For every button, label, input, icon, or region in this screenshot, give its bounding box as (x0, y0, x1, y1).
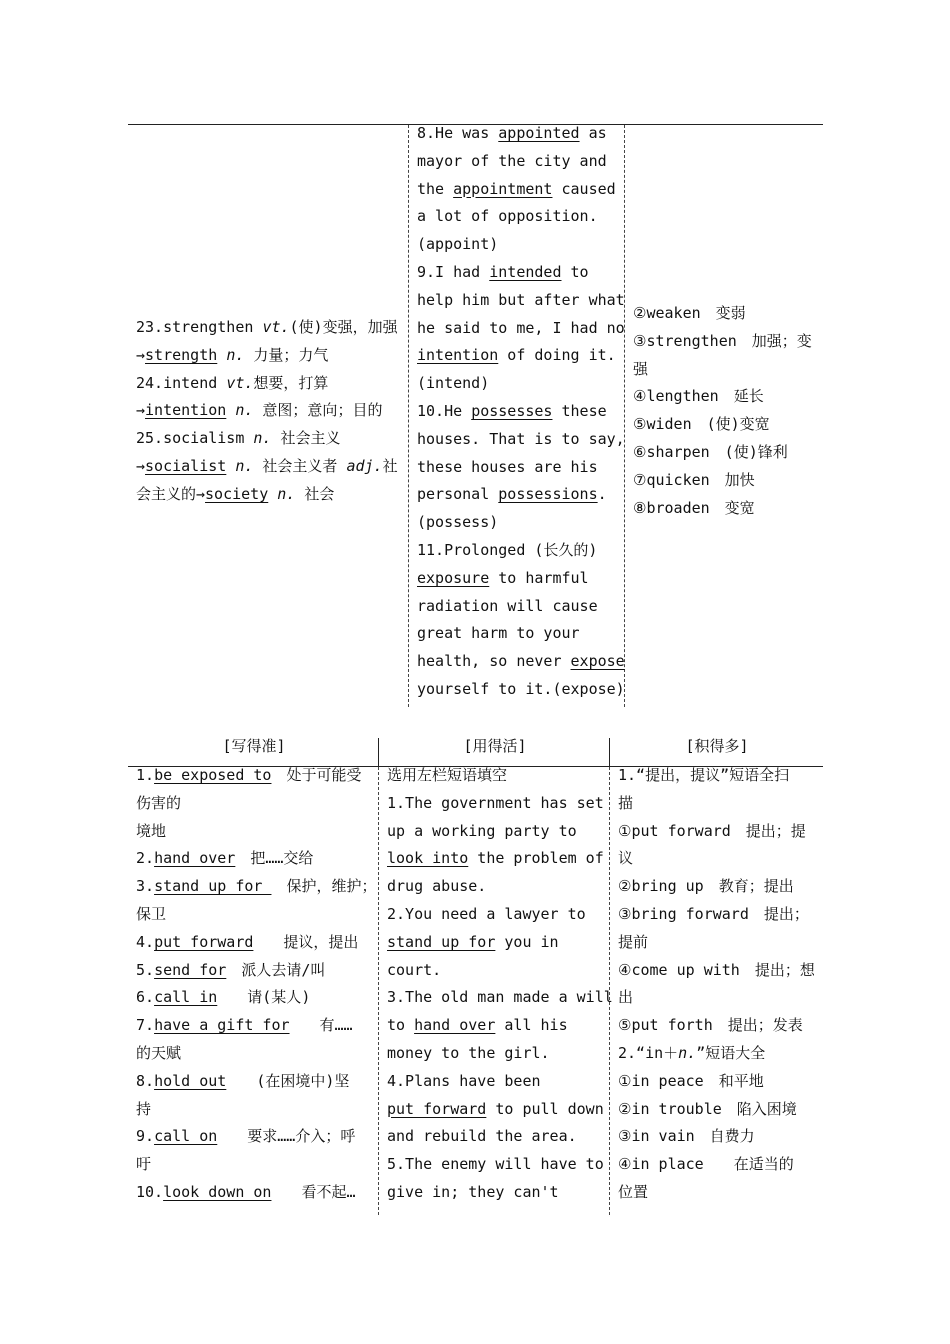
top-right-column (633, 300, 823, 522)
text-line: 强 (633, 359, 649, 378)
text-line: houses. That is to say, (417, 429, 625, 448)
text-line: stand up for you in (387, 932, 559, 951)
bottom-middle-column (387, 762, 613, 1207)
answer-blank: put forward (154, 932, 254, 951)
text-line: 23.strengthen vt.(使)变强，加强 (136, 318, 398, 336)
text-line: 描 (618, 793, 634, 812)
text-line: help him but after what (417, 290, 625, 309)
text-line: 7.have a gift for 有…… (136, 1016, 353, 1035)
text-line: ⑤widen (使)变宽 (633, 415, 770, 434)
pos-tag: n. (253, 429, 272, 448)
text-line: 1.The government has set (387, 793, 604, 812)
text-line: 5.The enemy will have to (387, 1155, 604, 1174)
answer-blank: stand up for (154, 877, 272, 896)
text-line: to hand over all his (387, 1016, 568, 1035)
top-divider-2 (624, 125, 625, 707)
bottom-divider-1 (378, 767, 379, 1215)
text-line: 24.intend vt.想要，打算 (136, 373, 329, 392)
text-line: ①put forward 提出；提 (618, 821, 806, 840)
answer-blank: possessions (498, 485, 598, 504)
answer-blank: hand over (414, 1016, 496, 1035)
text-line: 3.The old man made a will (387, 988, 613, 1007)
text-line: ⑥sharpen (使)锋利 (633, 442, 788, 461)
pos-tag: n. (235, 401, 254, 420)
pos-tag: n. (277, 484, 296, 503)
text-line: put forward to pull down (387, 1099, 604, 1118)
answer-blank: society (205, 484, 269, 503)
text-line: 2.hand over 把……交给 (136, 849, 314, 868)
text-line: a lot of opposition. (417, 207, 598, 226)
text-line: and rebuild the area. (387, 1127, 577, 1146)
answer-blank: hold out (154, 1071, 227, 1090)
text-line: 5.send for 派人去请/叫 (136, 960, 326, 979)
bottom-divider-2-solid (609, 738, 610, 766)
text-line: →intention n. 意图；意向；目的 (136, 401, 383, 420)
answer-blank: be exposed to (154, 766, 272, 784)
answer-blank: intended (489, 262, 562, 281)
answer-blank: stand up for (387, 932, 496, 951)
bottom-divider-1-solid (378, 738, 379, 766)
text-line: 6.call in 请(某人) (136, 988, 311, 1007)
header-accumulate-more: [积得多] (685, 737, 749, 755)
text-line: ②weaken 变弱 (633, 304, 746, 322)
text-line: radiation will cause (417, 596, 598, 615)
text-line: 9.I had intended to (417, 262, 589, 281)
pos-tag: adj. (346, 456, 383, 475)
text-line: 伤害的 (136, 793, 182, 812)
text-line: look into the problem of (387, 849, 604, 868)
text-line: ②bring up 教育；提出 (618, 877, 794, 896)
text-line: 议 (618, 849, 634, 868)
text-line: ①in peace 和平地 (618, 1071, 764, 1090)
answer-blank: hand over (154, 849, 236, 868)
text-line: (intend) (417, 374, 490, 393)
answer-blank: have a gift for (154, 1016, 290, 1035)
answer-blank: look down on (163, 1182, 272, 1201)
text-line: 2.“in＋n.”短语大全 (618, 1043, 766, 1062)
text-line: 2.You need a lawyer to (387, 904, 586, 923)
text-line: he said to me, I had no (417, 318, 625, 337)
text-line: 保卫 (136, 904, 167, 923)
text-line: mayor of the city and (417, 151, 607, 170)
text-line: money to the girl. (387, 1043, 550, 1062)
answer-blank: call on (154, 1127, 218, 1146)
text-line: these houses are his (417, 457, 598, 476)
text-line: ③bring forward 提出； (618, 904, 809, 923)
text-line: ④lengthen 延长 (633, 387, 764, 406)
answer-blank: strength (145, 345, 218, 364)
answer-blank: intention (417, 346, 499, 365)
text-line: exposure to harmful (417, 568, 589, 587)
text-line: ⑤put forth 提出；发表 (618, 1016, 803, 1035)
answer-blank: appointed (498, 124, 580, 142)
text-line: 的天赋 (136, 1043, 182, 1062)
bottom-right-column (618, 762, 823, 1207)
answer-blank: socialist (145, 456, 227, 475)
text-line: →socialist n. 社会主义者 adj.社 (136, 456, 398, 475)
text-line: 10.look down on 看不起… (136, 1182, 356, 1201)
text-line: 4.Plans have been (387, 1071, 541, 1090)
text-line: (appoint) (417, 235, 499, 254)
text-line: 3.stand up for 保护，维护； (136, 877, 377, 896)
text-line: intention of doing it. (417, 346, 616, 365)
text-line: yourself to it.(expose) (417, 679, 625, 698)
bottom-left-column (136, 762, 377, 1207)
answer-blank: send for (154, 960, 227, 979)
text-line: 提前 (618, 932, 649, 951)
text-line: 吁 (136, 1155, 152, 1174)
text-line: 8.He was appointed as (417, 124, 607, 142)
text-line: 8.hold out (在困境中)坚 (136, 1071, 350, 1090)
text-line: 会主义的→society n. 社会 (136, 484, 335, 503)
answer-blank: put forward (387, 1099, 487, 1118)
text-line: ④in place 在适当的 (618, 1155, 794, 1174)
answer-blank: look into (387, 849, 469, 868)
top-left-column (136, 314, 404, 509)
pos-tag: vt. (262, 318, 290, 336)
text-line: 25.socialism n. 社会主义 (136, 429, 341, 448)
text-line: 1.“提出，提议”短语全扫 (618, 766, 790, 784)
text-line: 9.call on 要求……介入；呼 (136, 1127, 356, 1146)
text-line: (possess) (417, 513, 499, 532)
text-line: 10.He possesses these (417, 401, 607, 420)
answer-blank: appointment (453, 179, 553, 198)
text-line: great harm to your (417, 624, 580, 643)
answer-blank: expose (570, 652, 625, 671)
text-line: 位置 (618, 1182, 649, 1201)
text-line: ⑧broaden 变宽 (633, 498, 755, 517)
text-line: ②in trouble 陷入困境 (618, 1099, 797, 1118)
text-line: ④come up with 提出；想 (618, 960, 815, 979)
text-line: 持 (136, 1099, 152, 1118)
text-line: up a working party to (387, 821, 577, 840)
text-line: 选用左栏短语填空 (387, 766, 508, 784)
text-line: 11.Prolonged (长久的) (417, 540, 598, 559)
text-line: the appointment caused (417, 179, 616, 198)
text-line: give in; they can't (387, 1182, 559, 1201)
header-write-accurately: [写得准] (222, 737, 286, 755)
top-middle-column (417, 120, 625, 704)
text-line: 境地 (136, 821, 167, 840)
text-line: ③in vain 自费力 (618, 1127, 755, 1146)
text-line: 出 (618, 988, 634, 1007)
text-line: court. (387, 960, 442, 979)
text-line: →strength n. 力量；力气 (136, 345, 329, 364)
text-line: drug abuse. (387, 877, 487, 896)
text-line: health, so never expose (417, 652, 625, 671)
text-line: personal possessions. (417, 485, 607, 504)
answer-blank: intention (145, 401, 227, 420)
pos-tag: n. (678, 1043, 697, 1062)
answer-blank: exposure (417, 568, 490, 587)
top-divider-1 (408, 125, 409, 707)
text-line: 1.be exposed to 处于可能受 (136, 766, 362, 784)
pos-tag: n. (235, 456, 254, 475)
pos-tag: n. (226, 345, 245, 364)
text-line: ③strengthen 加强；变 (633, 331, 812, 350)
pos-tag: vt. (226, 373, 254, 392)
answer-blank: possesses (471, 401, 553, 420)
text-line: ⑦quicken 加快 (633, 470, 755, 489)
header-use-flexibly: [用得活] (463, 737, 527, 755)
answer-blank: call in (154, 988, 218, 1007)
text-line: 4.put forward 提议，提出 (136, 932, 359, 951)
